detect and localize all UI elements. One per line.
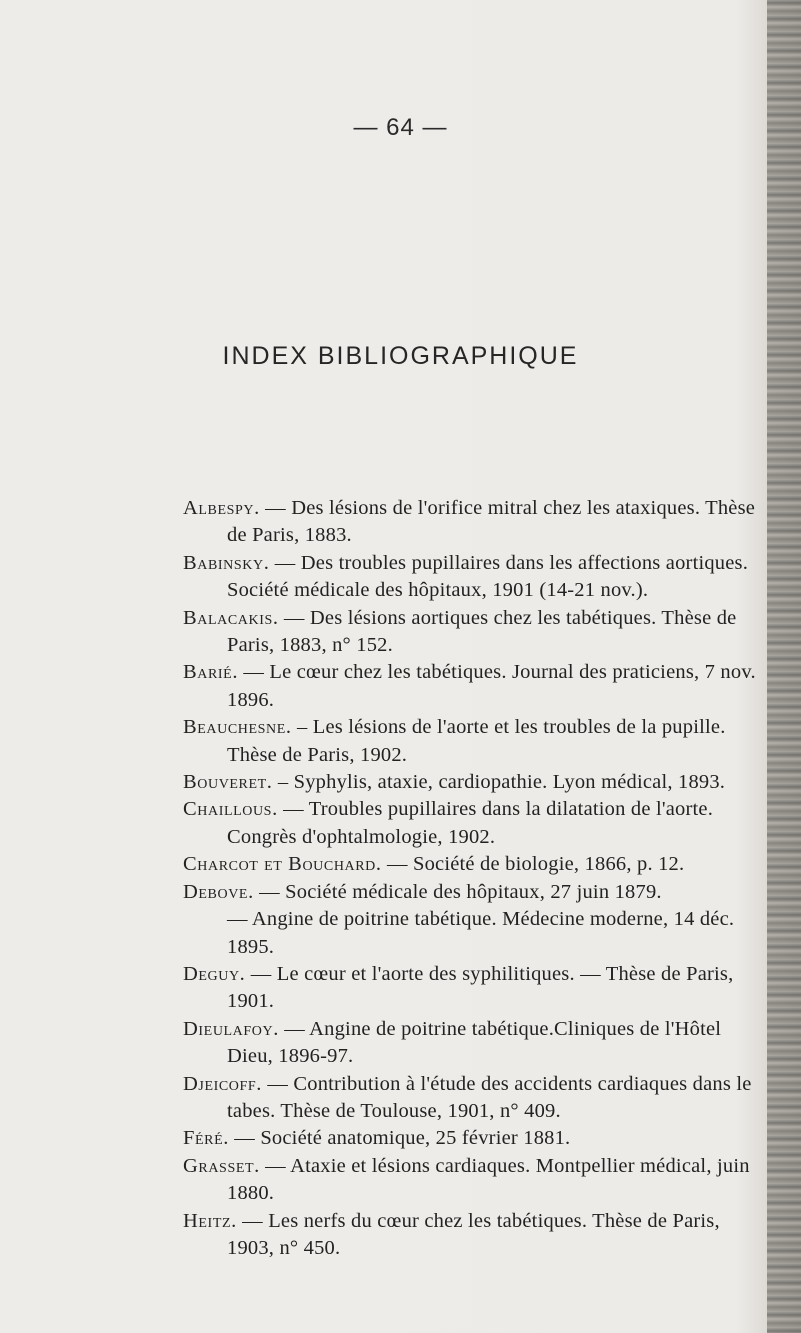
entry-text: — Contribution à l'étude des accidents cardiaques dans le tabes. Thèse de Toulouse, 1901, n° 409. xyxy=(227,1072,752,1122)
entry-author: Charcot et Bouchard. xyxy=(183,853,382,876)
bibliography-entry xyxy=(183,1125,763,1152)
entry-author: Bouveret. xyxy=(183,771,273,794)
entry-author: Deguy. xyxy=(183,962,246,985)
bibliography-entry xyxy=(183,879,763,906)
bibliography-entry xyxy=(183,1208,763,1263)
entry-text: — Les nerfs du cœur chez les tabétiques. Thèse de Paris, 1903, n° 450. xyxy=(227,1209,720,1259)
bibliography-entry xyxy=(183,851,763,878)
entry-text: — Des lésions de l'orifice mitral chez les ataxiques. Thèse de Paris, 1883. xyxy=(227,497,756,547)
entry-text: — Des troubles pupillaires dans les affections aortiques. Société médicale des hôpitaux, 1901 (14-21 nov.). xyxy=(227,551,749,602)
entry-author: Debove. xyxy=(183,880,254,903)
bibliography-entry xyxy=(183,605,763,660)
page-binding-edge xyxy=(767,0,801,1333)
entry-author: Dieulafoy. xyxy=(183,1017,279,1040)
entry-author: Heitz. xyxy=(183,1209,237,1232)
entry-author: Grasset. xyxy=(183,1154,260,1177)
entry-text: — Société médicale des hôpitaux, 27 juin 1879. xyxy=(253,880,662,903)
entry-author: Babinsky. xyxy=(183,551,270,574)
bibliography-entry xyxy=(183,495,763,550)
bibliography-list xyxy=(183,495,763,1262)
entry-author: Chaillous. xyxy=(183,798,278,821)
bibliography-entry xyxy=(183,1071,763,1126)
bibliography-entry xyxy=(183,714,763,769)
entry-text: — Des lésions aortiques chez les tabétiques. Thèse de Paris, 1883, n° 152. xyxy=(227,606,737,657)
bibliography-entry xyxy=(183,961,763,1016)
entry-author: Beauchesne. xyxy=(183,716,292,739)
bibliography-entry xyxy=(183,1153,763,1208)
page-title: INDEX BIBLIOGRAPHIQUE xyxy=(222,342,579,370)
entry-author: Balacakis. xyxy=(183,606,279,629)
bibliography-entry xyxy=(183,1016,763,1071)
entry-text: — Société anatomique, 25 février 1881. xyxy=(228,1127,571,1150)
entry-text: — Angine de poitrine tabétique. Médecine moderne, 14 déc. 1895. xyxy=(227,908,735,958)
entry-author: Albespy. xyxy=(183,497,260,519)
bibliography-entry xyxy=(183,659,763,714)
bibliography-entry xyxy=(183,796,763,851)
entry-text: — Société de biologie, 1866, p. 12. xyxy=(381,853,685,876)
entry-text: — Ataxie et lésions cardiaques. Montpellier médical, juin 1880. xyxy=(227,1154,750,1205)
bibliography-entry xyxy=(183,550,763,605)
entry-text: — Angine de poitrine tabétique.Cliniques de l'Hôtel Dieu, 1896-97. xyxy=(227,1017,722,1068)
entry-text: — Troubles pupillaires dans la dilatation de l'aorte. Congrès d'ophtalmologie, 1902. xyxy=(227,798,714,848)
entry-author: Djeicoff. xyxy=(183,1072,263,1095)
entry-text: — Le cœur chez les tabétiques. Journal des praticiens, 7 nov. 1896. xyxy=(227,661,756,711)
entry-text: – Syphylis, ataxie, cardiopathie. Lyon médical, 1893. xyxy=(272,771,726,794)
page-number: — 64 — xyxy=(353,114,448,141)
entry-text: – Les lésions de l'aorte et les troubles de la pupille. Thèse de Paris, 1902. xyxy=(227,716,726,766)
entry-author: Barié. xyxy=(183,661,239,684)
bibliography-entry xyxy=(183,769,763,796)
entry-text: — Le cœur et l'aorte des syphilitiques. — Thèse de Paris, 1901. xyxy=(227,962,734,1013)
entry-author: Féré. xyxy=(183,1127,229,1150)
bibliography-entry xyxy=(183,906,763,961)
